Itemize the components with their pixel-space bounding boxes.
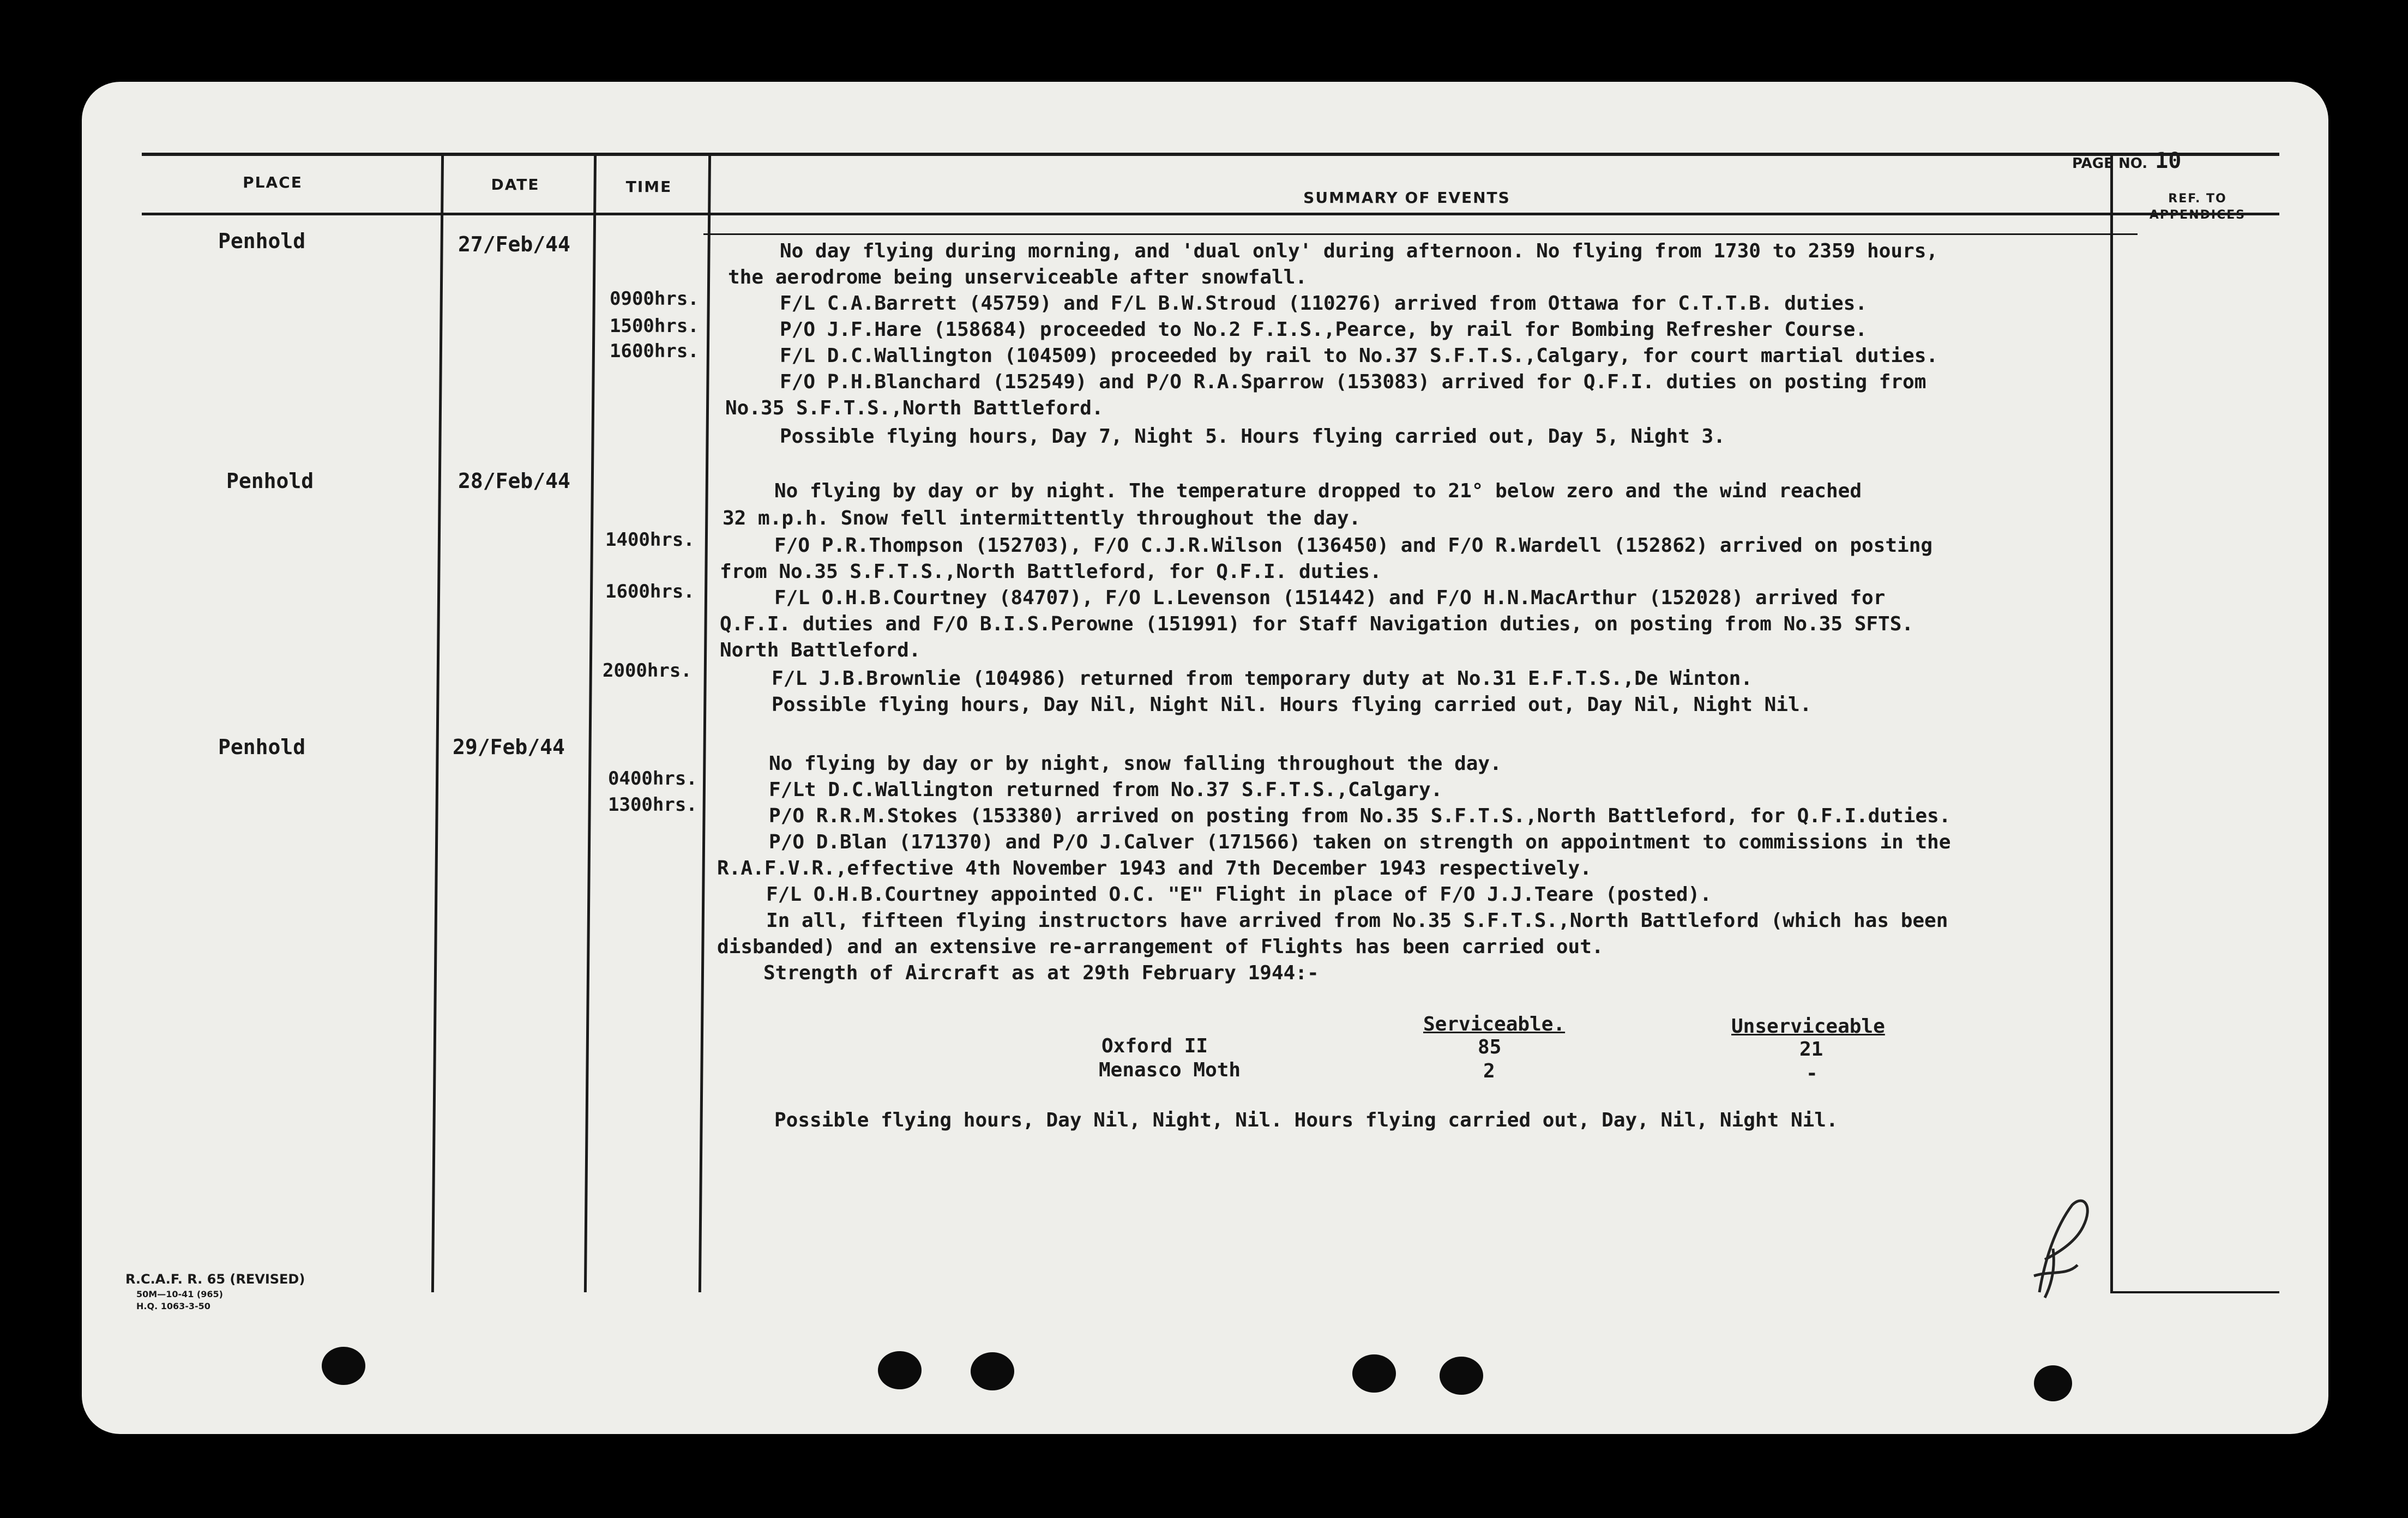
signature-mark <box>2023 1194 2099 1303</box>
binder-hole <box>971 1352 1014 1390</box>
entry-time: 2000hrs. <box>603 660 692 682</box>
summary-line: Q.F.I. duties and F/O B.I.S.Perowne (151991) for Staff Navigation duties, on posting from No.35 SFTS. <box>720 613 1914 635</box>
binder-hole <box>1440 1357 1483 1395</box>
binder-hole <box>322 1347 365 1385</box>
col-rule-date <box>584 153 597 1292</box>
summary-line: the aerodrome being unserviceable after snowfall. <box>728 266 1308 288</box>
summary-line: F/L O.H.B.Courtney (84707), F/O L.Levenson (151442) and F/O H.N.MacArthur (152028) arrived for <box>774 587 1886 609</box>
top-rule <box>142 153 2279 156</box>
summary-line: No flying by day or by night, snow falling throughout the day. <box>769 752 1502 775</box>
form-hq-ref: H.Q. 1063-3-50 <box>136 1301 210 1311</box>
col-rule-time <box>699 153 711 1292</box>
summary-line: 32 m.p.h. Snow fell intermittently throughout the day. <box>723 507 1361 529</box>
summary-line: F/O P.H.Blanchard (152549) and P/O R.A.Sparrow (153083) arrived for Q.F.I. duties on posting from <box>780 371 1927 393</box>
summary-underline <box>703 233 2138 235</box>
aircraft-type: Menasco Moth <box>1099 1059 1241 1081</box>
summary-line: from No.35 S.F.T.S.,North Battleford, for Q.F.I. duties. <box>720 561 1382 583</box>
col-rule-place <box>431 153 444 1292</box>
summary-line: F/L J.B.Brownlie (104986) returned from temporary duty at No.31 E.F.T.S.,De Winton. <box>772 667 1753 690</box>
form-print-run: 50M—10-41 (965) <box>136 1289 223 1299</box>
entry-date: 27/Feb/44 <box>458 232 570 256</box>
summary-line: In all, fifteen flying instructors have arrived from No.35 S.F.T.S.,North Battleford (which has been <box>766 909 1948 932</box>
summary-line: Possible flying hours, Day Nil, Night Nil. Hours flying carried out, Day Nil, Night Nil. <box>772 694 1812 716</box>
aircraft-unserviceable: 21 <box>1799 1038 1823 1061</box>
summary-line: R.A.F.V.R.,effective 4th November 1943 and 7th December 1943 respectively. <box>717 857 1592 880</box>
header-ref: REF. TO APPENDICES <box>2149 192 2246 222</box>
page-number: 10 <box>2155 148 2182 173</box>
summary-line: F/L O.H.B.Courtney appointed O.C. "E" Flight in place of F/O J.J.Teare (posted). <box>766 883 1712 906</box>
summary-line: North Battleford. <box>720 639 921 661</box>
summary-line: P/O D.Blan (171370) and P/O J.Calver (171566) taken on strength on appointment to commissions in the <box>769 831 1951 853</box>
binder-hole <box>1352 1354 1396 1393</box>
header-rule <box>142 213 2279 215</box>
entry-place: Penhold <box>218 229 306 253</box>
col-unserviceable: Unserviceable <box>1731 1015 1885 1038</box>
summary-line: Possible flying hours, Day 7, Night 5. Hours flying carried out, Day 5, Night 3. <box>780 425 1725 448</box>
header-place: PLACE <box>243 173 303 191</box>
entry-time: 1600hrs. <box>610 340 699 362</box>
entry-date: 29/Feb/44 <box>453 735 565 759</box>
header-time: TIME <box>625 178 672 196</box>
closing-line: Possible flying hours, Day Nil, Night, Nil. Hours flying carried out, Day, Nil, Night Nil. <box>774 1109 1838 1131</box>
summary-line: F/Lt D.C.Wallington returned from No.37 S.F.T.S.,Calgary. <box>769 779 1443 801</box>
entry-place: Penhold <box>226 469 314 493</box>
binder-hole <box>878 1351 922 1389</box>
bottom-rule <box>2110 1291 2279 1293</box>
aircraft-serviceable: 2 <box>1483 1060 1495 1082</box>
summary-line: No day flying during morning, and 'dual only' during afternoon. No flying from 1730 to 2359 hours, <box>780 240 1939 262</box>
summary-line: disbanded) and an extensive re-arrangement of Flights has been carried out. <box>717 936 1604 958</box>
header-date: DATE <box>491 176 540 194</box>
entry-place: Penhold <box>218 735 306 759</box>
summary-line: No.35 S.F.T.S.,North Battleford. <box>725 397 1104 419</box>
record-card <box>82 82 2328 1434</box>
aircraft-unserviceable: - <box>1806 1062 1818 1085</box>
summary-line: F/L C.A.Barrett (45759) and F/L B.W.Stroud (110276) arrived from Ottawa for C.T.T.B. duties. <box>780 292 1867 315</box>
col-rule-ref <box>2110 153 2113 1292</box>
header-summary: SUMMARY OF EVENTS <box>1303 189 1510 207</box>
entry-time: 0900hrs. <box>610 288 699 310</box>
summary-line: F/L D.C.Wallington (104509) proceeded by rail to No.37 S.F.T.S.,Calgary, for court martial duties. <box>780 345 1939 367</box>
page-number-label: PAGE NO. 10 <box>2072 148 2182 173</box>
entry-date: 28/Feb/44 <box>458 469 570 493</box>
entry-time: 1600hrs. <box>605 581 695 603</box>
summary-line: P/O J.F.Hare (158684) proceeded to No.2 F.I.S.,Pearce, by rail for Bombing Refresher Course. <box>780 318 1867 341</box>
form-number: R.C.A.F. R. 65 (REVISED) <box>125 1272 305 1287</box>
aircraft-type: Oxford II <box>1101 1035 1208 1057</box>
entry-time: 0400hrs. <box>608 768 697 790</box>
summary-line: F/O P.R.Thompson (152703), F/O C.J.R.Wilson (136450) and F/O R.Wardell (152862) arrived on posting <box>774 534 1933 557</box>
entry-time: 1400hrs. <box>605 529 695 551</box>
entry-time: 1300hrs. <box>608 794 697 816</box>
summary-line: No flying by day or by night. The temperature dropped to 21° below zero and the wind reached <box>774 480 1862 502</box>
col-serviceable: Serviceable. <box>1423 1013 1566 1035</box>
binder-hole <box>2034 1365 2072 1401</box>
summary-line: Strength of Aircraft as at 29th February 1944:- <box>763 962 1319 984</box>
aircraft-serviceable: 85 <box>1478 1036 1502 1058</box>
entry-time: 1500hrs. <box>610 315 699 337</box>
summary-line: P/O R.R.M.Stokes (153380) arrived on posting from No.35 S.F.T.S.,North Battleford, for Q.F.I.duties. <box>769 805 1951 827</box>
